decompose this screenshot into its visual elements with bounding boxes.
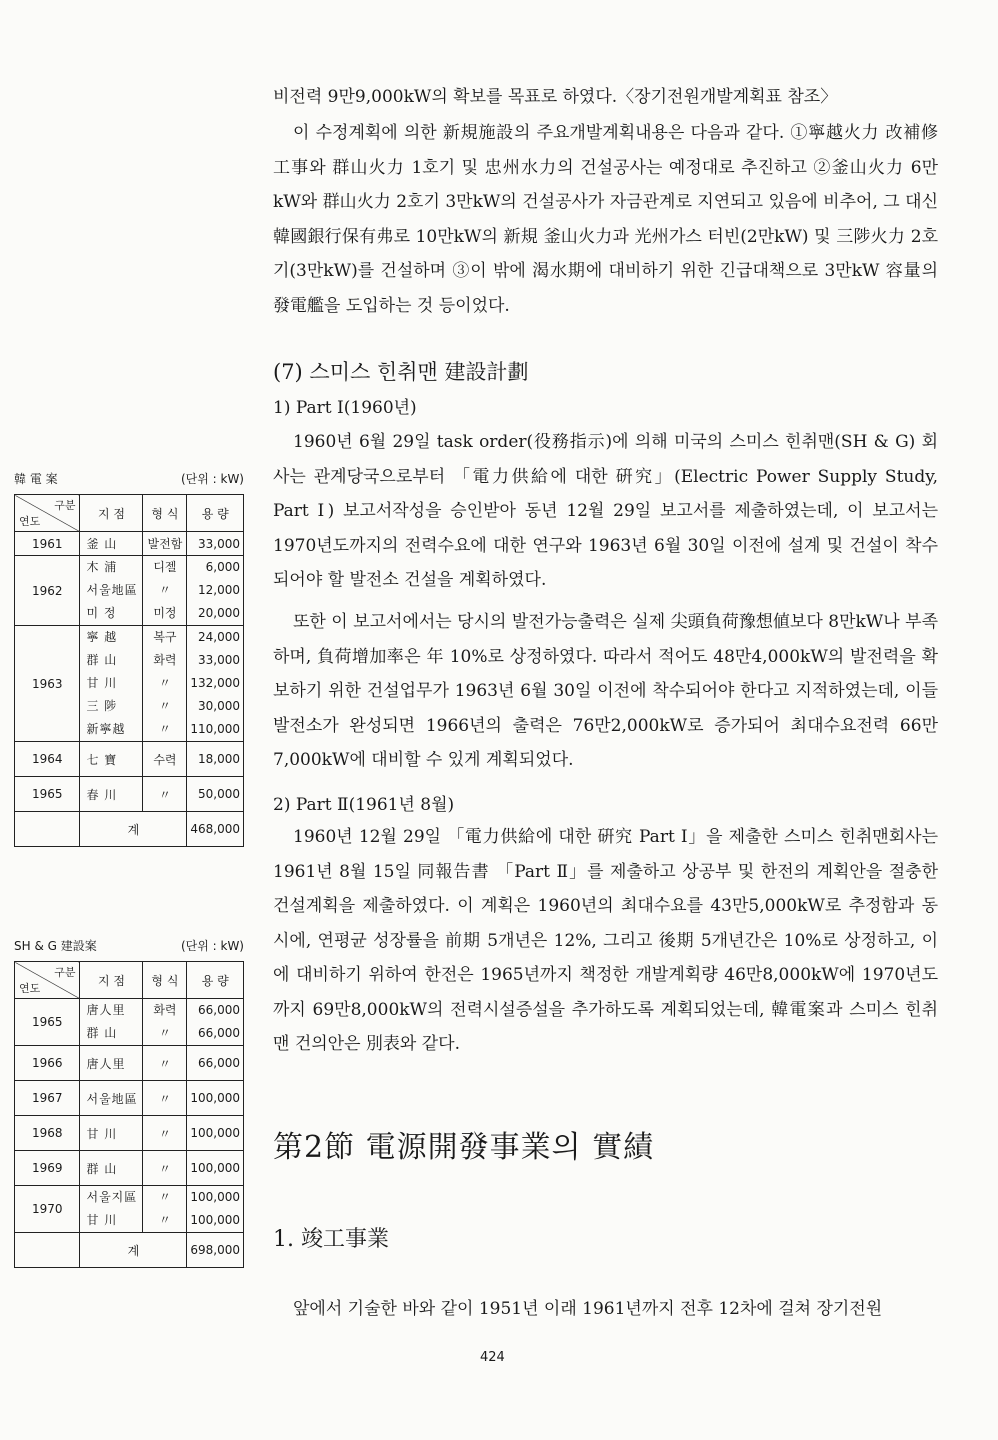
page-number: 424 xyxy=(480,1350,505,1365)
table2-title: SH & G 建設案 xyxy=(14,939,97,953)
table-row: 1962 木 浦 서울地區 미 정 디젤 〃 미정 6,000 12,000 20,000 xyxy=(15,556,244,626)
table2 xyxy=(14,961,244,1268)
table2-total-row: 계 698,000 xyxy=(15,1233,244,1268)
table1-unit: (단위 : kW) xyxy=(180,472,244,486)
table-row: 1963 寧 越 群 山 甘 川 三 陟 新寧越 복구 화력 〃 〃 〃 24,000 33,000 132,000 30,000 110,000 xyxy=(15,626,244,742)
table2-col-type: 형 식 xyxy=(143,962,187,999)
heading-part-2: 2) Part Ⅱ(1961년 8월) xyxy=(273,795,455,815)
table1-col-cap: 용 량 xyxy=(187,495,244,532)
table2-col-cap: 용 량 xyxy=(187,962,244,999)
paragraph-2: 이 수정계획에 의한 新規施設의 주요개발계획내용은 다음과 같다. ①寧越火力 改補修工事와 群山火力 1호기 및 忠州水力의 건설공사는 예정대로 추진하고 ②釜山火力 6만kW와 群山火力 2호기 3만kW의 건설공사가 자금관계로 지연되고 있음에 비추어, 그 대신 韓國銀行保有弗로 10만kW의 新規 釜山火力과 光州가스 터빈(2만kW) 및 三陟火力 2호기(3만kW)를 건설하며 ③이 밖에 渴水期에 대비하기 위한 긴급대책으로 3만kW 容量의 發電艦을 도입하는 것 등이었다. xyxy=(273,123,938,316)
table-row: 1968 甘 川 〃 100,000 xyxy=(15,1116,244,1151)
table-row: 1961 釜 山 발전함 33,000 xyxy=(15,532,244,556)
paragraph-5: 1960년 12월 29일 「電力供給에 대한 硏究 Part Ⅰ」을 제출한 스미스 힌취맨회사는 1961년 8월 15일 同報告書 「Part Ⅱ」를 제출하고 상공부 및 한전의 계획안을 절충한 건설계획을 제출하였다. 이 계획은 1960년의 최대수요를 43만5,000kW로 추정함과 동시에, 연평균 성장률을 前期 5개년은 12%, 그리고 後期 5개년간은 10%로 상정하고, 이에 대비하기 위하여 한전은 1965년까지 책정한 개발계획량 46만8,000kW에 1970년도까지 69만8,000kW의 전력시설증설을 추가하도록 계획되었는데, 韓電案과 스미스 힌취맨 건의안은 別表와 같다. xyxy=(273,827,938,1054)
table1-corner: 구분 연도 xyxy=(15,495,80,532)
table-row: 1965 春 川 〃 50,000 xyxy=(15,777,244,812)
heading-7: (7) 스미스 힌취맨 建設計劃 xyxy=(273,360,529,384)
table-row: 1970 서울지區 甘 川 〃 〃 100,000 100,000 xyxy=(15,1186,244,1233)
table2-corner: 구분 연도 xyxy=(15,962,80,999)
chapter-title: 第2節 電源開發事業의 實績 xyxy=(273,1130,655,1165)
table2-col-name: 지 점 xyxy=(80,962,143,999)
paragraph-6: 앞에서 기술한 바와 같이 1951년 이래 1961년까지 전후 12차에 걸쳐 장기전원 xyxy=(293,1299,883,1319)
table1-caption xyxy=(14,470,244,487)
paragraph-3: 1960년 6월 29일 task order(役務指示)에 의해 미국의 스미스 힌취맨(SH & G) 회사는 관계당국으로부터 「電力供給에 대한 硏究」(Electric Power Supply Study, Part Ⅰ) 보고서작성을 승인받아 동년 12월 29일 보고서를 제출하였는데, 이 보고서는 1970년도까지의 전력수요에 대한 연구와 1963년 6월 30일 이전에 설계 및 건설이 착수되어야 할 발전소 건설을 계획하였다. xyxy=(273,432,938,590)
table2-caption xyxy=(14,937,244,954)
paragraph-4: 또한 이 보고서에서는 당시의 발전가능출력은 실제 尖頭負荷豫想値보다 8만kW나 부족하며, 負荷增加率은 年 10%로 상정하였다. 따라서 적어도 48만4,000kW의 발전력을 확보하기 위한 건설업무가 1963년 6월 30일 이전에 착수되어야 한다고 지적하였는데, 이들 발전소가 완성되면 1966년의 출력은 76만2,000kW로 증가되어 최대수요전력 66만7,000kW에 대비할 수 있게 계획되었다. xyxy=(273,612,938,770)
table-row: 1967 서울地區 〃 100,000 xyxy=(15,1081,244,1116)
table1-col-name: 지 점 xyxy=(80,495,143,532)
table2-unit: (단위 : kW) xyxy=(180,939,244,953)
table1-col-type: 형 식 xyxy=(143,495,187,532)
table-row: 1969 群 山 〃 100,000 xyxy=(15,1151,244,1186)
heading-part-1: 1) Part Ⅰ(1960년) xyxy=(273,398,417,418)
table1-title: 韓 電 案 xyxy=(14,472,58,486)
table1-total-row: 계 468,000 xyxy=(15,812,244,847)
section-title: 1. 竣工事業 xyxy=(273,1227,389,1252)
paragraph-1: 비전력 9만9,000kW의 확보를 목표로 하였다.〈장기전원개발계획표 참조〉 xyxy=(273,87,838,107)
table-row: 1964 七 寶 수력 18,000 xyxy=(15,742,244,777)
table-row: 1965 唐人里 群 山 화력 〃 66,000 66,000 xyxy=(15,999,244,1046)
table1 xyxy=(14,494,244,847)
table-row: 1966 唐人里 〃 66,000 xyxy=(15,1046,244,1081)
